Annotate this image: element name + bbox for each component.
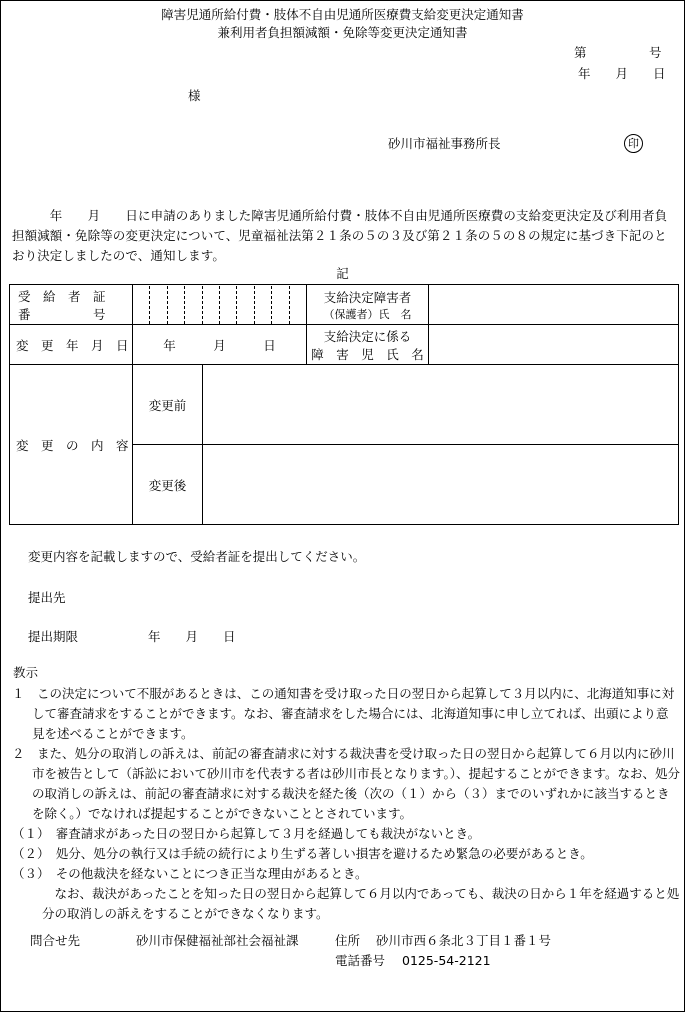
child-label-line1: 支給決定に係る <box>323 328 412 344</box>
before-label: 変更前 <box>133 365 203 445</box>
guardian-label-line1: 支給決定障害者 <box>323 289 412 305</box>
child-name-field[interactable] <box>429 325 679 365</box>
cert-label-top: 受 給 者 証 <box>18 288 106 304</box>
contact-department: 砂川市保健福祉部社会福祉課 <box>136 933 299 948</box>
notes-body <box>12 684 680 924</box>
phone-value: 0125-54-2121 <box>402 953 491 968</box>
change-date-field[interactable]: 年 月 日 <box>133 325 307 365</box>
title-line2: 兼利用者負担額減額・免除等変更決定通知書 <box>217 25 468 40</box>
deadline-value: 年 月 日 <box>148 629 236 644</box>
note-sub2: （２） 処分、処分の執行又は手続の続行により生ずる著しい損害を避けるため緊急の必要があるとき。 <box>12 846 593 861</box>
address-label: 住所 <box>335 933 361 948</box>
submit-to-label: 提出先 <box>28 590 66 605</box>
cert-label-cell <box>10 285 133 325</box>
notes-heading: 教示 <box>13 665 39 680</box>
child-label-line2: 障 害 児 氏 名 <box>311 346 424 362</box>
after-label: 変更後 <box>133 445 203 525</box>
note-final: なお、裁決があったことを知った日の翌日から起算して６月以内であっても、裁決の日から１年を経過すると処分の取消しの訴えをすることができなくなります。 <box>42 886 680 921</box>
note-sub3: （３） その他裁決を経ないことにつき正当な理由があるとき。 <box>12 866 368 881</box>
cert-number-field[interactable] <box>133 285 307 325</box>
issuer: 砂川市福祉事務所長 <box>388 136 501 151</box>
decision-paragraph: 年 月 日に申請のありました障害児通所給付費・肢体不自由児通所医療費の支給変更決定及び利用者負担額減額・免除等の変更決定について、児童福祉法第２１条の５の３及び第２１条の５の８の規定に基づき下記のとおり決定しましたので、通知します。 <box>12 208 668 263</box>
title-line1: 障害児通所給付費・肢体不自由児通所医療費支給変更決定通知書 <box>161 7 524 22</box>
addressee-suffix: 様 <box>188 88 201 103</box>
change-table <box>9 284 679 525</box>
submit-notice: 変更内容を記載しますので、受給者証を提出してください。 <box>28 549 366 564</box>
before-field[interactable] <box>203 365 679 445</box>
note-item1: １ この決定について不服があるときは、この通知書を受け取った日の翌日から起算して３月以内に、北海道知事に対して審査請求をすることができます。なお、審査請求をした場合には、北海道知事に申し立てれば、出頭により意見を述べることができます。 <box>12 686 675 741</box>
guardian-name-field[interactable] <box>429 285 679 325</box>
document-number: 第 号 <box>574 45 662 60</box>
deadline-label: 提出期限 <box>28 629 79 644</box>
guardian-label-line2: （保護者）氏 名 <box>323 307 412 321</box>
phone-label: 電話番号 <box>335 953 386 968</box>
change-date-label: 変 更 年 月 日 <box>10 325 133 365</box>
issue-date: 年 月 日 <box>578 66 666 81</box>
ki-mark: 記 <box>336 266 349 281</box>
address-value: 砂川市西６条北３丁目１番１号 <box>376 933 552 948</box>
child-label-cell <box>307 325 429 365</box>
cert-label-bottom: 番 号 <box>18 306 106 322</box>
contact-label: 問合せ先 <box>30 933 81 948</box>
note-item2: ２ また、処分の取消しの訴えは、前記の審査請求に対する裁決書を受け取った日の翌日から起算して６月以内に砂川市を被告として（訴訟において砂川市を代表する者は砂川市長となります。）、提起することができます。なお、処分の取消しの訴えは、前記の審査請求に対する裁決を経た後（次の（１）から（３）までのいずれかに該当するときを除く。）でなければ提起することができないこととされています。 <box>12 746 681 821</box>
after-field[interactable] <box>203 445 679 525</box>
seal-mark: 印 <box>624 134 643 153</box>
content-label: 変 更 の 内 容 <box>10 365 133 525</box>
guardian-label-cell <box>307 285 429 325</box>
note-sub1: （１） 審査請求があった日の翌日から起算して３月を経過しても裁決がないとき。 <box>12 826 481 841</box>
